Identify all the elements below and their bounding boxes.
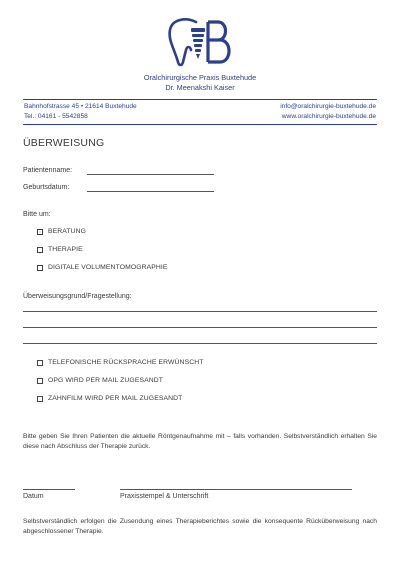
checkbox-beratung[interactable] [37,229,43,235]
request-label: Bitte um: [23,211,51,218]
contact-website[interactable]: www.oralchirurgie-buxtehude.de [281,113,376,120]
xray-note: Bitte geben Sie Ihren Patienten die aktuelle Röntgenaufnahme mit – falls vorhanden. Selbstverständlich erhalten Sie diese nach Abschluss der Therapie zurück. [23,433,377,450]
contact-phone: Tel.: 04161 - 5542858 [24,113,88,120]
reason-label: Überweisungsgrund/Fragestellung: [23,293,132,300]
reason-line-3[interactable] [23,343,377,344]
footer-note: Selbstverständlich erfolgen die Zusendung eines Therapieberichtes sowie die konsequente Rücküberweisung nach abgeschlossener Therapie. [23,518,377,535]
stamp-signature-field[interactable] [120,489,352,490]
reason-line-1[interactable] [23,311,377,312]
checkbox-therapie-label: THERAPIE [48,246,83,253]
contact-address: Bahnhofstrasse 45 • 21614 Buxtehude [24,103,137,110]
checkbox-phone-callback-label: TELEFONISCHE RÜCKSPRACHE ERWÜNSCHT [48,359,204,366]
patient-name-label: Patientenname: [23,167,73,174]
patient-name-field[interactable] [87,174,214,175]
checkbox-opg-mail-label: OPG WIRD PER MAIL ZUGESANDT [48,377,163,384]
checkbox-dental-film-mail-label: ZAHNFILM WIRD PER MAIL ZUGESANDT [48,395,183,402]
header-divider-top [23,99,377,100]
tooth-implant-logo-icon [166,18,234,68]
checkbox-dvt[interactable] [37,265,43,271]
stamp-signature-label: Praxisstempel & Unterschrift [120,493,209,500]
checkbox-therapie[interactable] [37,247,43,253]
date-field[interactable] [23,489,75,490]
checkbox-phone-callback[interactable] [37,360,43,366]
practice-name: Oralchirurgische Praxis Buxtehude [143,73,257,82]
doctor-name: Dr. Meenakshi Kaiser [165,83,235,92]
form-title: ÜBERWEISUNG [23,137,105,149]
contact-email[interactable]: info@oralchirurgie-buxtehude.de [280,103,376,110]
checkbox-beratung-label: BERATUNG [48,228,87,235]
checkbox-dental-film-mail[interactable] [37,396,43,402]
reason-line-2[interactable] [23,327,377,328]
birthdate-field[interactable] [87,191,214,192]
checkbox-opg-mail[interactable] [37,378,43,384]
header-divider-bottom [23,124,377,125]
date-label: Datum [23,493,44,500]
birthdate-label: Geburtsdatum: [23,184,70,191]
checkbox-dvt-label: DIGITALE VOLUMENTOMOGRAPHIE [48,264,168,271]
